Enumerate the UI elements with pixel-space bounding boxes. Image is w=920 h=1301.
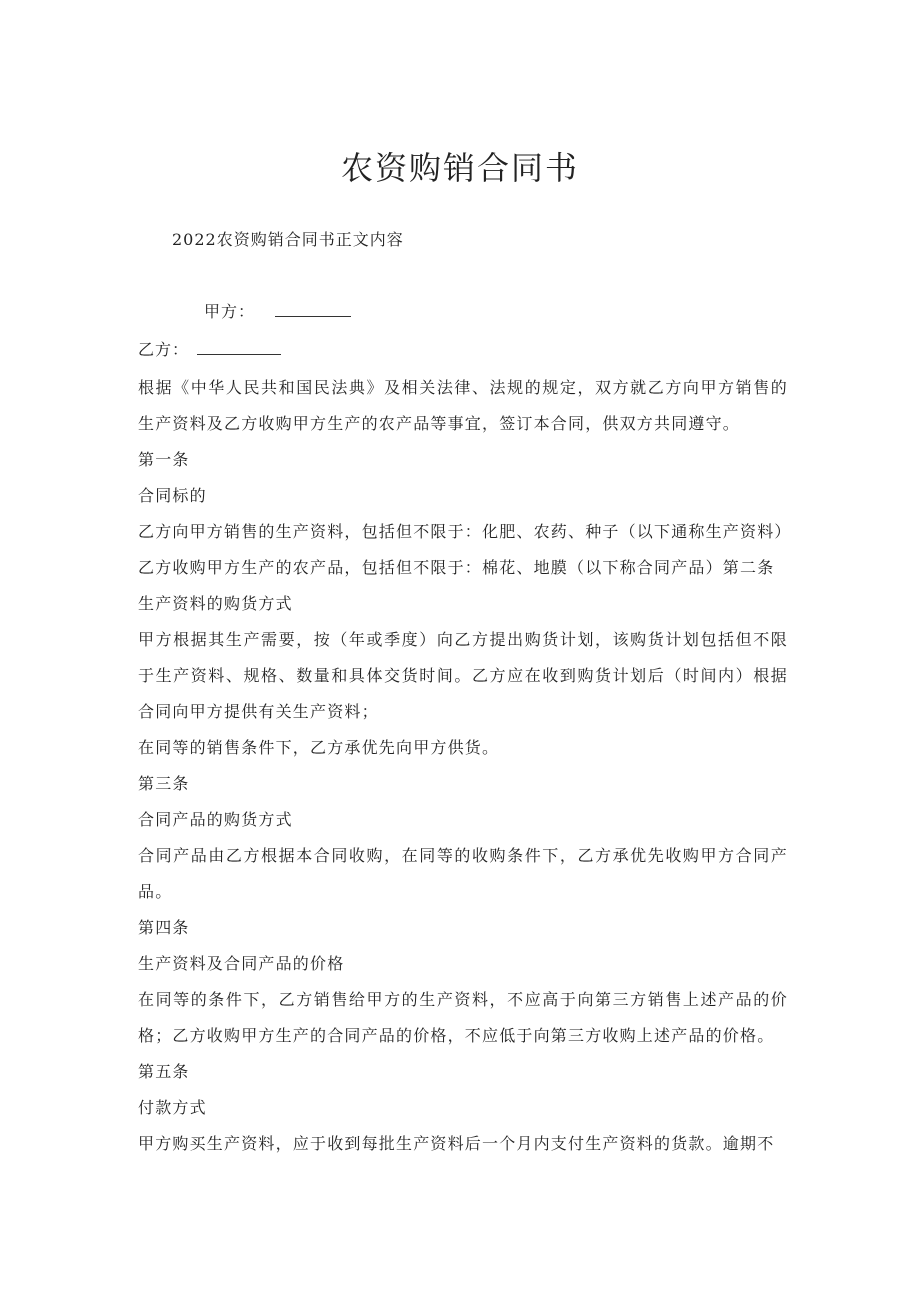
document-title: 农资购销合同书 xyxy=(340,149,579,187)
paragraph: 第三条 xyxy=(138,774,190,793)
paragraph: 在同等的销售条件下，乙方承优先向甲方供货。 xyxy=(138,738,500,757)
paragraph: 甲方购买生产资料，应于收到每批生产资料后一个月内支付生产资料的货款。逾期不 xyxy=(138,1134,775,1153)
paragraph: 第四条 xyxy=(138,918,190,937)
document-body xyxy=(138,370,792,1162)
party-a-blank xyxy=(275,298,351,317)
paragraph: 合同产品的购货方式 xyxy=(138,810,293,829)
party-b-blank xyxy=(197,336,281,355)
paragraph: 生产资料的购货方式 xyxy=(138,594,293,613)
paragraph: 第一条 xyxy=(138,450,190,469)
paragraph: 根据《中华人民共和国民法典》及相关法律、法规的规定，双方就乙方向甲方销售的生产资料及乙方收购甲方生产的农产品等事宜，签订本合同，供双方共同遵守。 xyxy=(138,378,788,433)
paragraph: 乙方向甲方销售的生产资料，包括但不限于：化肥、农药、种子（以下通称生产资料） xyxy=(138,522,792,541)
paragraph: 第五条 xyxy=(138,1062,190,1081)
paragraph: 在同等的条件下，乙方销售给甲方的生产资料，不应高于向第三方销售上述产品的价格；乙方收购甲方生产的合同产品的价格，不应低于向第三方收购上述产品的价格。 xyxy=(138,990,788,1045)
party-a-line xyxy=(204,298,351,326)
party-b-label: 乙方： xyxy=(138,340,190,359)
paragraph: 付款方式 xyxy=(138,1098,207,1117)
document-subtitle: 2022农资购销合同书正文内容 xyxy=(172,230,404,249)
party-a-label: 甲方： xyxy=(204,302,256,321)
paragraph: 合同标的 xyxy=(138,486,207,505)
paragraph: 甲方根据其生产需要，按（年或季度）向乙方提出购货计划，该购货计划包括但不限于生产资料、规格、数量和具体交货时间。乙方应在收到购货计划后（时间内）根据合同向甲方提供有关生产资料； xyxy=(138,630,788,721)
party-b-line xyxy=(138,336,281,364)
paragraph: 乙方收购甲方生产的农产品，包括但不限于：棉花、地膜（以下称合同产品）第二条 xyxy=(138,558,775,577)
paragraph: 合同产品由乙方根据本合同收购，在同等的收购条件下，乙方承优先收购甲方合同产品。 xyxy=(138,846,788,901)
paragraph: 生产资料及合同产品的价格 xyxy=(138,954,345,973)
